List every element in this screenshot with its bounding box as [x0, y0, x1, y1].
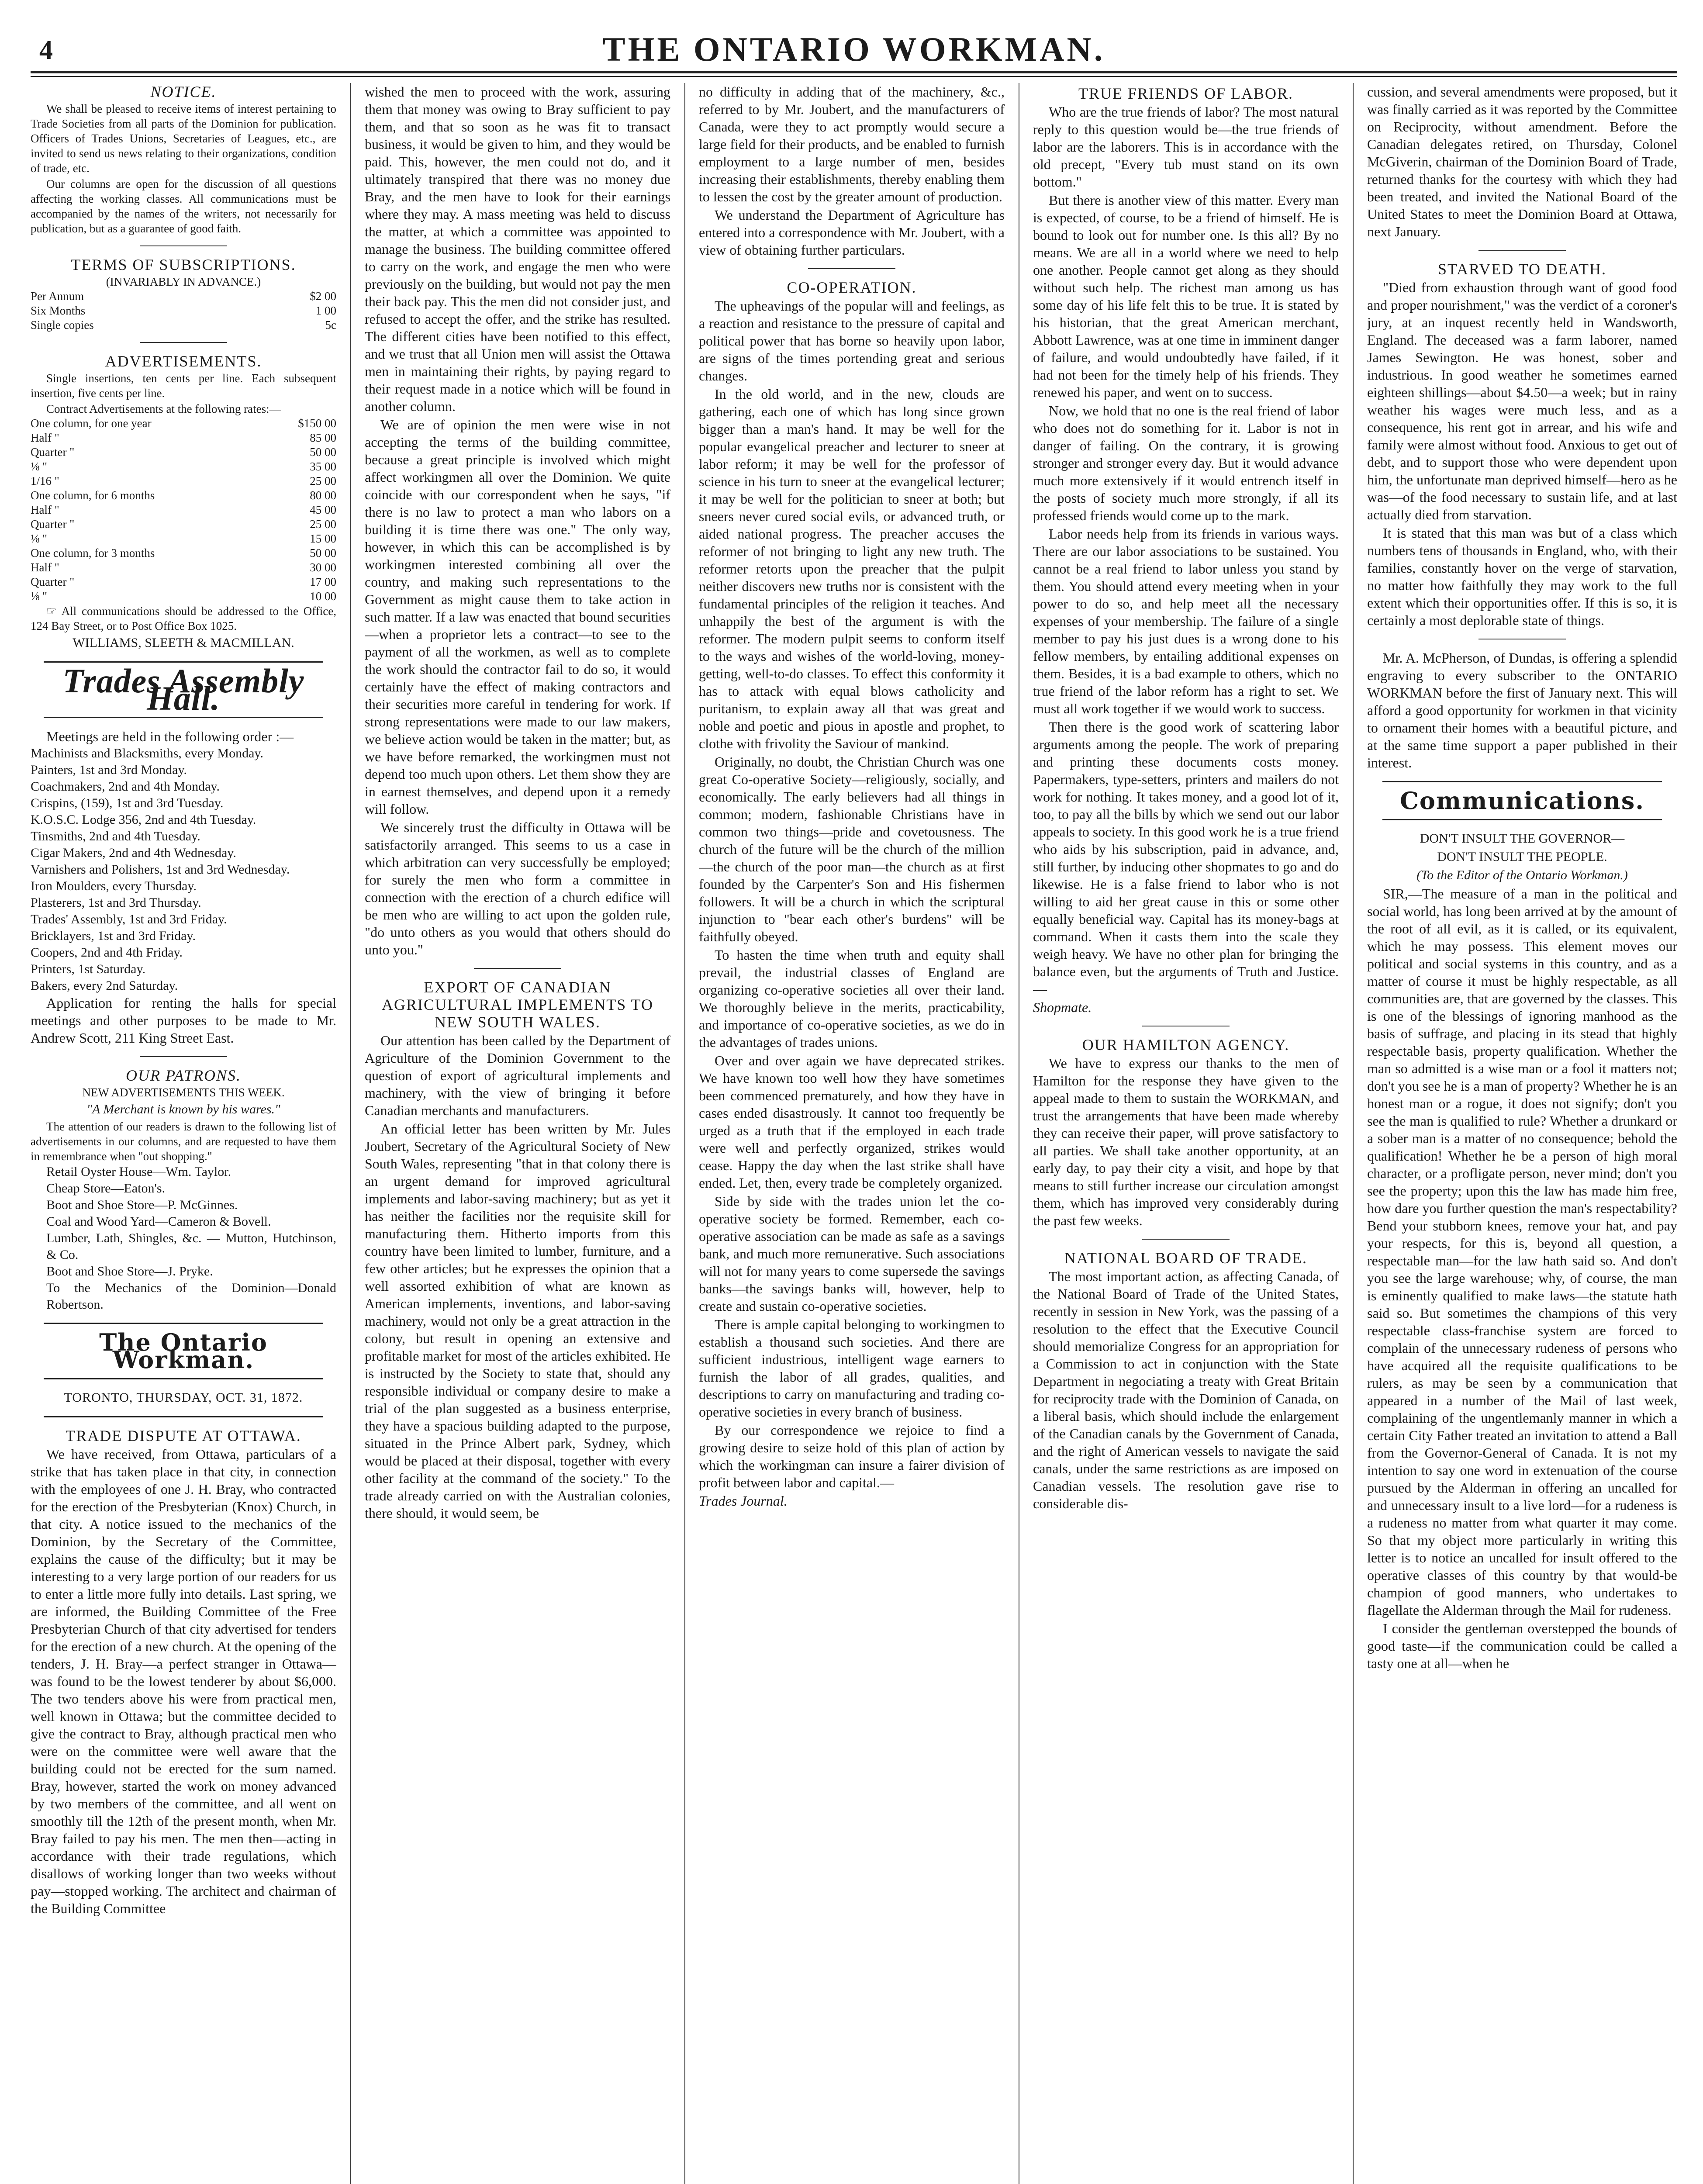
- rate-row: [31, 460, 336, 474]
- section-rule: [140, 342, 227, 343]
- subscriptions-heading: TERMS OF SUBSCRIPTIONS.: [71, 256, 296, 273]
- section-rule: [44, 1416, 323, 1417]
- column-5: [1367, 83, 1677, 2184]
- ad-rates-table: [31, 416, 336, 604]
- rate-label: Half ": [31, 503, 59, 516]
- rate-label: Six Months: [31, 304, 86, 317]
- cooperation-text: By our correspondence we rejoice to find a growing desire to seize hold of this plan of action by which the workingman can insure a fairer division of profit between labor and capital.—: [699, 1422, 1005, 1490]
- section-rule: [140, 1056, 227, 1057]
- section-rule: [1382, 819, 1662, 820]
- list-item: Tinsmiths, 2nd and 4th Tuesday.: [31, 829, 200, 843]
- page-number: 4: [39, 35, 53, 65]
- rate-row: [31, 575, 336, 589]
- list-item: Bricklayers, 1st and 3rd Friday.: [31, 929, 196, 943]
- cooperation-text: There is ample capital belonging to workingmen to establish a thousand such societies. And there are sufficient industrious, intelligent wage earners to furnish the labor of all grades, qualities, and descriptions to carry on manufacturing and trading co-operative societies in every branch of business.: [699, 1317, 1005, 1420]
- rate-value: 1 00: [315, 304, 336, 317]
- dispute-continued: We are of opinion the men were wise in not accepting the terms of the building committee, because a great principle is involved which might affect workingmen all over the Dominion. We quite coincide with our correspondent when he says, "if there is no law to protect a man who labors on a building it is time there was one." The only way, however, in which this can be accomplished is by workingmen interested combining all over the country, and making such representations to the Government as might cause them to take action in such matter. If a law was enacted that bound securities—when a proprietor lets a contract—to see to the payment of all the workmen, as well as to complete the work should the contractor fail to do so, it would certainly have the effect of making contractors and their securities more careful in tendering for work. If strong representations were made to our law makers, we believe action would be taken in the matter; but, as we have before remarked, the workingmen must not depend too much upon others. Let them show they are in earnest themselves, and depend upon it a remedy will follow.: [365, 417, 670, 817]
- cooperation-text: Side by side with the trades union let the co-operative society be formed. Remember, each co-operative association can be made as safe as a savings bank, and much more remunerative. Such associations will not for many years to come supersede the savings banks—the savings banks will, however, help to create and sustain co-operative societies.: [699, 1193, 1005, 1314]
- list-item: Boot and Shoe Store—J. Pryke.: [46, 1264, 213, 1279]
- list-item: Iron Moulders, every Thursday.: [31, 879, 197, 893]
- export-text: An official letter has been written by Mr. Jules Joubert, Secretary of the Agricultural Society of New South Wales, representing "that in that colony there is an urgent demand for improved agricultural implements and labor-saving machinery; but as yet it has neither the facilities nor the requisite skill for manufacturing them. Hitherto imports from this country have been limited to lumber, furniture, and a few other articles; but he expresses the opinion that a well assorted exhibition of what are known as American implements, inventions, and labor-saving machinery, would not only be a great attraction in the colony, but result in opening an extensive and profitable market for most of the articles exhibited. He is instructed by the Society to state that, should any responsible individual or company desire to make a trial of the plan suggested as a business enterprise, they have a spacious building adapted to the purpose, situated in the Prince Albert park, Sydney, which would be placed at their disposal, together with every other facility at the command of the society." To the trade already carried on with the Australian colonies, there should, it would seem, be: [365, 1121, 670, 1521]
- column-divider: [1353, 83, 1354, 2184]
- export-continued: We understand the Department of Agriculture has entered into a correspondence with Mr. Joubert, with a view of obtaining further particulars.: [699, 207, 1005, 258]
- dateline: TORONTO, THURSDAY, OCT. 31, 1872.: [64, 1390, 303, 1405]
- board-text: The most important action, as affecting Canada, of the National Board of Trade of the United States, recently in session in New York, was the passing of a resolution to the effect that the Executive Council should memorialize Congress for an appropriation for a Commission to act in conjunction with the State Department in negociating a treaty with Great Britain for reciprocity trade with the Dominion of Canada, on a liberal basis, which should include the enlargement of the Canadian canals by the Government of Canada, and the right of American vessels to navigate the said canals, under the same restrictions as are imposed on Canadian vessels. The resolution gave rise to considerable dis-: [1033, 1268, 1339, 1511]
- friends-text: Then there is the good work of scattering labor arguments among the people. The work of preparing and printing these documents costs money. Papermakers, type-setters, printers and mailers do not work for nothing. It takes money, and a good lot of it, too, to pay all the bills by which we send out our labor appeals to society. In this good work he is a true friend who aids by his subscription, paid in advance, and, still further, by inducing other shopmates to go and do likewise. He is a false friend to labor who is not willing to aid her great cause in this or some other equally beneficial way. Capital has its money-bags at command. When it casts them into the scale they weigh heavy. We have no other plan for bringing the balance even, but the arguments of Truth and Justice.—: [1033, 719, 1339, 997]
- list-item: Coachmakers, 2nd and 4th Monday.: [31, 779, 220, 794]
- list-item: Cheap Store—Eaton's.: [46, 1181, 166, 1196]
- dispute-continued: We sincerely trust the difficulty in Ottawa will be satisfactorily arranged. This seems to us a case in which arbitration can very successfully be employed; for surely the men who form a committee in connection with the erection of a church edifice will be men who are willing to act upon the golden rule, "do unto others as you would that others should do unto you.": [365, 819, 670, 957]
- rate-label: Per Annum: [31, 290, 84, 303]
- newspaper-page: [31, 17, 1677, 2184]
- rate-label: Quarter ": [31, 575, 75, 588]
- rate-label: Half ": [31, 431, 59, 444]
- column-2: [365, 83, 670, 2184]
- section-rule: [140, 245, 227, 246]
- trades-meeting-list: [31, 745, 336, 994]
- notice-heading: NOTICE.: [150, 83, 217, 100]
- hamilton-text: We have to express our thanks to the men of Hamilton for the response they have given to the appeal made to them to sustain the WORKMAN, and trust the arrangements that have been made whereby they can receive their paper, will prove satisfactory to all parties. We shall take another opportunity, at an early day, to pay their city a visit, and hope by that means to still further increase our circulation amongst them, which has improved very considerably during the past few weeks.: [1033, 1055, 1339, 1228]
- rate-label: ⅛ ": [31, 590, 48, 603]
- dispute-continued: wished the men to proceed with the work, assuring them that money was owing to Bray sufficient to pay them, and that so soon as he was fit to transact business, it would be given to him, and they would be paid. This, however, the men could not do, and it ultimately transpired that there was no money due Bray, and the men have to look for their earnings where they may. A mass meeting was held to discuss the matter, at which a committee was appointed to manage the business. The building committee offered to carry on the work, and engage the men who were previously on the building, but would not pay the men their back pay. This the men did not consider just, and refused to accept the offer, and the strike has resulted. The different cities have been notified to this effect, and we trust that all Union men will assist the Ottawa men in maintaining their rights, by paying regard to their request made in a notice which will be found in another column.: [365, 84, 670, 414]
- rate-value: 10 00: [310, 590, 336, 603]
- section-rule: [1478, 250, 1566, 251]
- rate-value: 30 00: [310, 561, 336, 574]
- starved-heading: STARVED TO DEATH.: [1438, 260, 1606, 278]
- masthead-rule-thin: [31, 76, 1677, 77]
- patrons-note: The attention of our readers is drawn to the following list of advertisements in our columns, and are requested to have them in remembrance when "out shopping.": [31, 1120, 336, 1163]
- communication-text: SIR,—The measure of a man in the political and social world, has long been arrived at by the amount of the root of all evil, as it is called, or its equivalent, which he may possess. This element moves our political and social systems in this country, and as a matter of course it must be highly respectable, as all communities are, that are governed by the classes. This is one of the blessings of ignoring manhood as the basis of suffrage, and placing in its stead that highly respectable basis, property qualification. Whether the man so admitted is a wise man or a fool it matters not; don't you see he is a man of property? Whether he is an honest man or a rogue, it does not signify; don't you see the man is qualified to rule? Whether a drunkard or a sober man is a matter of no consequence; behold the qualification! Whether he be a person of high moral character, or a profligate person, never mind; don't you see the property; upon this the law has made him free, how dare you further question the man's respectability? Bend your stubborn knees, remove your hat, and pay your respects, for this is, beyond all question, a respectable man—for the law hath said so. And don't you see the large warehouse; why, of course, the man is eminently qualified to make laws—the statute hath said so. But sometimes the champions of this very respectable class-franchise system are forced to complain of the unnecessary rudeness of persons who have acquired all the requisite qualifications to be rulers, as may be seen by a communication that appeared in a number of the Mail of last week, complaining of the ungentlemanly manner in which a certain City Father treated an invitation to attend a Ball from the Governor-General of Canada. It is not my intention to say one word in extenuation of the course pursued by the Alderman in offering an uncalled for and unnecessary insult to a live lord—for a rudeness is a rudeness no matter from what quarter it may come. So that my object more particularly in writing this letter is to notice an uncalled for insult offered to the operative classes of this country by that would-be champion of good manners, who undertakes to flagellate the Alderman through the Mail for rudeness.: [1367, 886, 1677, 1618]
- section-rule: [44, 1323, 323, 1324]
- rate-label: One column, for 6 months: [31, 489, 155, 502]
- patrons-motto: "A Merchant is known by his wares.": [86, 1102, 280, 1116]
- list-item: Crispins, (159), 1st and 3rd Tuesday.: [31, 796, 224, 810]
- rate-label: Single copies: [31, 318, 94, 332]
- rate-value: 17 00: [310, 575, 336, 588]
- list-item: To the Mechanics of the Dominion—Donald Robertson.: [46, 1281, 336, 1312]
- list-item: Coal and Wood Yard—Cameron & Bovell.: [46, 1214, 271, 1229]
- friends-text: Who are the true friends of labor? The most natural reply to this question would be—the true friends of labor are the laborers. This is in accordance with the old precept, "Every tub must stand on its own bottom.": [1033, 104, 1339, 190]
- list-item: Printers, 1st Saturday.: [31, 962, 146, 976]
- list-item: Machinists and Blacksmiths, every Monday.: [31, 746, 263, 760]
- communication-title: DON'T INSULT THE GOVERNOR—: [1420, 831, 1625, 846]
- list-item: Boot and Shoe Store—P. McGinnes.: [46, 1198, 238, 1212]
- list-item: Lumber, Lath, Shingles, &c. — Mutton, Hutchinson, & Co.: [46, 1231, 336, 1262]
- rate-value: 15 00: [310, 532, 336, 545]
- section-rule: [1142, 1239, 1230, 1240]
- rate-row: [31, 304, 336, 318]
- subscription-rates-table: [31, 289, 336, 332]
- dispute-text: We have received, from Ottawa, particulars of a strike that has taken place in that city, in connection with the employees of one J. H. Bray, who contracted for the erection of the Presbyterian (Knox) Church, in that city. A notice issued to the mechanics of the Dominion, by the Secretary of the Committee, explains the cause of the difficulty; but it may be interesting to a very large portion of our readers for us to enter a little more fully into details. Last spring, we are informed, the Building Committee of the Free Presbyterian Church of that city advertised for tenders for the erection of a new church. At the opening of the tenders, J. H. Bray—a perfect stranger in Ottawa—was found to be the lowest tenderer by about $6,000. The two tenders above his were from practical men, well known in Ottawa; but the committee decided to give the contract to Bray, although practical men who were on the committee were well aware that the building could not be erected for the sum named. Bray, however, started the work on money advanced by two members of the committee, and all went on smoothly till the 12th of the present month, when Mr. Bray failed to pay his men. The men then—acting in accordance with their trade regulations, which disallows of working longer than two weeks without pay—stopped working. The architect and chairman of the Building Committee: [31, 1446, 336, 1916]
- list-item: Plasterers, 1st and 3rd Thursday.: [31, 895, 201, 910]
- masthead-rule: [31, 71, 1677, 73]
- export-continued: no difficulty in adding that of the machinery, &c., referred to by Mr. Joubert, and the manufacturers of Canada, were they to act promptly would secure a large field for their products, and be enabled to furnish employment to a large number of men, besides increasing their establishments, thereby enabling them to lessen the cost by the greater amount of production.: [699, 84, 1005, 204]
- cooperation-source: Trades Journal.: [699, 1493, 788, 1509]
- column-4: [1033, 83, 1339, 2184]
- paper-title: THE ONTARIO WORKMAN.: [602, 30, 1105, 68]
- subscriptions-note: (INVARIABLY IN ADVANCE.): [106, 275, 261, 288]
- rate-row: [31, 503, 336, 517]
- rate-value: 5c: [325, 318, 336, 332]
- patrons-sub: NEW ADVERTISEMENTS THIS WEEK.: [82, 1086, 285, 1099]
- rate-row: [31, 546, 336, 560]
- rate-value: 35 00: [310, 460, 336, 473]
- section-rule: [474, 968, 561, 969]
- rate-row: [31, 517, 336, 532]
- rate-value: $2 00: [310, 290, 336, 303]
- rate-row: [31, 474, 336, 488]
- list-item: Painters, 1st and 3rd Monday.: [31, 763, 187, 777]
- rate-row: [31, 488, 336, 503]
- ads-contract: Contract Advertisements at the following rates:—: [46, 402, 281, 415]
- cooperation-text: The upheavings of the popular will and feelings, as a reaction and resistance to the pressure of capital and political power that has borne so heavily upon labor, are signs of the times portending great and serious changes.: [699, 298, 1005, 384]
- trades-assembly-heading: Trades Assembly Hall.: [62, 662, 304, 717]
- rate-value: 45 00: [310, 503, 336, 516]
- communications-heading: Communications.: [1399, 787, 1645, 815]
- cooperation-text: In the old world, and in the new, clouds are gathering, each one of which has long since grown bigger than a man's hand. It may be well for the popular evangelical preacher and lecturer to sneer at labor reform; it may be well for the professor of science in his turn to sneer at the evangelical lecturer; it may be well for the politician to sneer at both; but sneers never cured social evils, or advanced truth, or aided national progress. The preacher accuses the reformer of not bringing to light any new truth. The reformer retorts upon the preacher that the pulpit neither discovers new truths nor is consistent with the fundamental principles of the religion it teaches. And unhappily the best of the argument is with the reformer. The modern pulpit seems to conform itself to the ways and wishes of the world-loving, money-getting, well-to-do classes. To effect this conformity it has to attack with equal blows catholicity and puritanism, to explain away all that was great and noble and poetic and pious in apostle and prophet, to clothe with frivolity the Saviour of mankind.: [699, 386, 1005, 751]
- patrons-list: [31, 1164, 336, 1313]
- column-divider: [684, 83, 685, 2184]
- paper-name: The Ontario Workman.: [99, 1328, 268, 1374]
- board-continued: cussion, and several amendments were proposed, but it was finally carried as it was reported by the Committee on Reciprocity, without amendment. Before the Canadian delegates retired, on Thursday, Colonel McGiverin, chairman of the Dominion Board of Trade, returned thanks for the courtesy with which they had been treated, and invited the National Board of the United States to meet the Dominion Board at Ottawa, next January.: [1367, 84, 1677, 239]
- list-item: Cigar Makers, 2nd and 4th Wednesday.: [31, 846, 236, 860]
- cooperation-text: To hasten the time when truth and equity shall prevail, the industrial classes of England are organizing co-operative societies all over their land. We thoroughly believe in the merits, practicability, and importance of co-operative societies, as we do in the advantages of trades unions.: [699, 947, 1005, 1050]
- starved-text: It is stated that this man was but of a class which numbers tens of thousands in England, who, with their families, constantly hover on the verge of starvation, no matter how faithfully they may work to the full extent which their opportunities offer. If this is so, it is certainly a most deplorable state of things.: [1367, 525, 1677, 628]
- rate-row: [31, 416, 336, 431]
- rate-value: 50 00: [310, 546, 336, 560]
- rate-row: [31, 318, 336, 332]
- masthead: [31, 17, 1677, 70]
- section-rule: [44, 1378, 323, 1379]
- rate-value: 85 00: [310, 431, 336, 444]
- rate-label: ⅛ ": [31, 460, 48, 473]
- rate-value: $150 00: [298, 417, 336, 430]
- rate-row: [31, 289, 336, 304]
- trades-intro: Meetings are held in the following order :—: [46, 729, 294, 744]
- starved-text: "Died from exhaustion through want of good food and proper nourishment," was the verdict of a coroner's jury, at an inquest recently held in Wandsworth, England. The deceased was a farm laborer, named James Sewington. He was honest, sober and industrious. In good weather he sometimes earned eighteen shillings—about $4.50—a week; but in rainy weather his wages were much less, and as a consequence, his rent got in arrear, and his wife and family were almost without food. Anxious to get out of debt, and to support those who were dependent upon him, the unfortunate man deprived himself—hero as he was—of the food necessary to sustain life, and at last actually died from starvation.: [1367, 280, 1677, 522]
- ads-intro: Single insertions, ten cents per line. Each subsequent insertion, five cents per line.: [31, 372, 336, 400]
- section-rule: [808, 268, 895, 269]
- rate-label: 1/16 ": [31, 474, 59, 487]
- list-item: Bakers, every 2nd Saturday.: [31, 978, 178, 993]
- rate-row: [31, 589, 336, 604]
- rate-value: 50 00: [310, 446, 336, 459]
- column-divider: [350, 83, 351, 2184]
- export-heading: EXPORT OF CANADIAN AGRICULTURAL IMPLEMENTS TO NEW SOUTH WALES.: [381, 978, 654, 1031]
- mcpherson-text: Mr. A. McPherson, of Dundas, is offering a splendid engraving to every subscriber to the ONTARIO WORKMAN before the first of January next. This will afford a good opportunity for workmen in that vicinity to ornament their homes with a beautiful picture, and at the same time support a paper published in their interest.: [1367, 650, 1677, 771]
- rate-label: Quarter ": [31, 446, 75, 459]
- export-text: Our attention has been called by the Department of Agriculture of the Dominion Government to the question of export of agricultural implements and machinery, with the view of bringing it before Canadian merchants and manufacturers.: [365, 1033, 670, 1118]
- publishers: WILLIAMS, SLEETH & MACMILLAN.: [73, 636, 294, 650]
- communication-text: I consider the gentleman overstepped the bounds of good taste—if the communication could be called a tasty one at all—when he: [1367, 1621, 1677, 1671]
- rate-label: One column, for one year: [31, 417, 152, 430]
- communication-title: DON'T INSULT THE PEOPLE.: [1437, 850, 1607, 864]
- rate-label: ⅛ ": [31, 532, 48, 545]
- list-item: Retail Oyster House—Wm. Taylor.: [46, 1165, 231, 1179]
- friends-text: But there is another view of this matter. Every man is expected, of course, to be a friend of himself. He is bound to look out for number one. Is this all? By no means. We are all in a world where we need to help one another. People cannot get along as they should without such help. The richest man among us has some day of his life felt this to be true. It is stated by his historian, that the great American merchant, Abbott Lawrence, was at one time in imminent danger of failure, and would undoubtedly have failed, if it had not been for the timely help of his friends. They renewed his paper, and went on to success.: [1033, 192, 1339, 400]
- list-item: Varnishers and Polishers, 1st and 3rd Wednesday.: [31, 862, 290, 877]
- cooperation-text: Originally, no doubt, the Christian Church was one great Co-operative Society—religiously, socially, and economically. The early believers had all things in common; modern, fashionable Christians have in common two things—pride and covetousness. The church of the future will be the church of the million—the church of the poor man—the church as at first founded by the Carpenter's Son and His fishermen followers. It will be a church in which the scriptural injunction to "bear each other's burdens" will be faithfully obeyed.: [699, 754, 1005, 944]
- notice-paragraph: Our columns are open for the discussion of all questions affecting the working classes. All communications must be accompanied by the names of the writers, not necessarily for publication, but as a guarantee of good faith.: [31, 177, 336, 235]
- communication-addressee: (To the Editor of the Ontario Workman.): [1416, 868, 1628, 882]
- rate-label: Quarter ": [31, 518, 75, 531]
- column-3: [699, 83, 1005, 2184]
- list-item: Trades' Assembly, 1st and 3rd Friday.: [31, 912, 227, 926]
- friends-source: Shopmate.: [1033, 999, 1092, 1015]
- ads-address: ☞ All communications should be addressed to the Office, 124 Bay Street, or to Post Office Box 1025.: [31, 605, 336, 632]
- rate-row: [31, 532, 336, 546]
- rate-row: [31, 445, 336, 460]
- cooperation-text: Over and over again we have deprecated strikes. We have known too well how they have sometimes been commenced prematurely, and how they have in cases ended disastrously. It cannot too frequently be urged as a truth that if the employed in each trade were well and perfectly organized, strikes would cease. Happy the day when the last strike shall have ended. Let, then, every trade be completely organized.: [699, 1053, 1005, 1191]
- friends-text: Now, we hold that no one is the real friend of labor who does not do something for it. Labor is not in danger of failing. On the contrary, it is growing stronger and stronger every day. But it would advance much more extensively if it would entrench itself in the posts of society much more strongly, if all its professed friends would come up to the mark.: [1033, 403, 1339, 523]
- friends-text: Labor needs help from its friends in various ways. There are our labor associations to be sustained. You cannot be a real friend to labor unless you stand by them. You should attend every meeting when in your power to do so, and help meet all the necessary expenses of your membership. The failure of a single member to pay his just dues is a wrong done to his fellow members, by entailing additional expenses on them. Besides, it is a bad example to others, which no true friend of the labor reform has a right to set. We must all work together if we would work to success.: [1033, 526, 1339, 716]
- patrons-heading: OUR PATRONS.: [125, 1067, 241, 1084]
- cooperation-heading: CO-OPERATION.: [787, 279, 917, 296]
- column-1: [31, 83, 336, 2184]
- rate-value: 80 00: [310, 489, 336, 502]
- board-heading: NATIONAL BOARD OF TRADE.: [1064, 1249, 1307, 1267]
- rate-row: [31, 431, 336, 445]
- rate-value: 25 00: [310, 518, 336, 531]
- rate-label: One column, for 3 months: [31, 546, 155, 560]
- friends-heading: TRUE FRIENDS OF LABOR.: [1078, 85, 1294, 102]
- trades-note: Application for renting the halls for special meetings and other purposes to be made to Mr. Andrew Scott, 211 King Street East.: [31, 995, 336, 1046]
- rate-label: Half ": [31, 561, 59, 574]
- rate-row: [31, 560, 336, 575]
- rate-value: 25 00: [310, 474, 336, 487]
- notice-paragraph: We shall be pleased to receive items of interest pertaining to Trade Societies from all parts of the Dominion for publication. Officers of Trades Unions, Secretaries of Leagues, etc., are invited to send us news relating to their organizations, condition of trade, etc.: [31, 102, 336, 175]
- list-item: K.O.S.C. Lodge 356, 2nd and 4th Tuesday.: [31, 812, 256, 827]
- hamilton-heading: OUR HAMILTON AGENCY.: [1082, 1036, 1290, 1054]
- ads-heading: ADVERTISEMENTS.: [105, 352, 262, 370]
- list-item: Coopers, 2nd and 4th Friday.: [31, 945, 183, 960]
- section-rule: [1382, 781, 1662, 782]
- dispute-heading: TRADE DISPUTE AT OTTAWA.: [66, 1427, 301, 1444]
